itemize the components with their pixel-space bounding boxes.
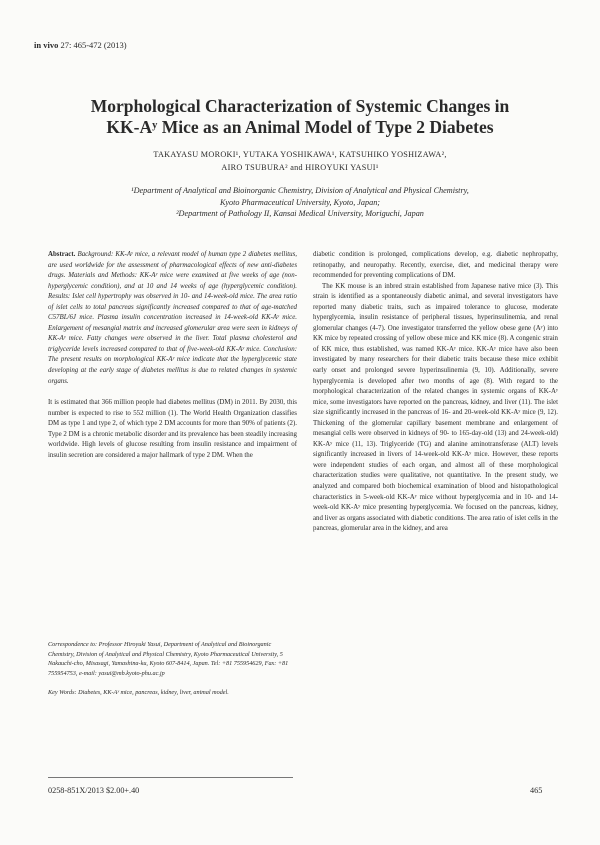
correspondence-block: [48, 640, 293, 698]
intro-paragraph: It is estimated that 366 million people had diabetes mellitus (DM) in 2011. By 2030, this number is expected to rise to 552 million (1). The World Health Organization classifies DM as type 1 and type 2, of which type 2 DM accounts for more than 90% of patients (2). Type 2 DM is a chronic metabolic disorder and its prevalence has been steadily increasing worldwide. High levels of glucose resulting from insulin resistance and impairment of insulin secretion are considered a major hallmark of type 2 DM. When the: [48, 399, 297, 459]
authors-line-1: TAKAYASU MOROKI¹, YUTAKA YOSHIKAWA¹, KATSUHIKO YOSHIZAWA²,: [153, 150, 447, 159]
page-number: 465: [530, 786, 543, 795]
abstract-lead: Abstract.: [48, 251, 76, 258]
affiliation-line-1: ¹Department of Analytical and Bioinorganic Chemistry, Division of Analytical and Physical Chemistry,: [131, 186, 469, 195]
right-paragraph-2: The KK mouse is an inbred strain established from Japanese native mice (3). This strain is identified as a spontaneously diabetic animal, and several investigators have reported many diabetic traits, such as impaired tolerance to glucose, moderate hyperglycemia, insulin resistance of peripheral tissues, hyperinsulinemia, and renal glomerular changes (4-7). One investigator transferred the yellow obese gene (Aʸ) into KK mice by repeated crossing of yellow obese mice and KK mice (8). A congenic strain of KK mice, thus established, was named KK-Aʸ mice. KK-Aʸ mice have also been investigated by many researchers for their diabetic traits because these mice exhibit early onset and prolonged severe hyperinsulinemia (9, 10). Additionally, severe hyperglycemia is developed after two months of age (8). With regard to the morphological characterization of the related changes in systemic organs of KK-Aʸ mice, some investigators have reported on the pancreas, kidney, and liver (11). The islet size significantly increased in the pancreas of 16- and 20-week-old KK-Aʸ mice (9, 12). Thickening of the glomerular capillary basement membrane and enlargement of mesangial cells were observed in kidneys of 90- to 165-day-old (13) and 24-week-old) KK-Aʸ mice (11, 13). Triglyceride (TG) and alanine aminotransferase (ALT) levels significantly increased in livers of 14-week-old KK-Aʸ mice. However, these reports were independent studies of each organ, and almost all of these morphological characterization studies were qualitative, not quantitative. In the present study, we analyzed and compared both biochemical examination of blood and histopathological characteristics in 5-week-old KK-Aʸ mice without hyperglycemia and in 10- and 14-week-old KK-Aʸ mice presenting hyperglycemia. We focused on the pancreas, kidney, and liver as organs associated with diabetic conditions. The area ratio of islet cells in the pancreas, glomerular area in the kidney, and area: [313, 282, 558, 533]
right-column: [313, 250, 558, 535]
abstract: [48, 250, 297, 387]
issn-line: 0258-851X/2013 $2.00+.40: [48, 786, 140, 795]
footer-rule: [48, 777, 293, 778]
article-title: [40, 96, 560, 138]
title-line-1: Morphological Characterization of Systemic Changes in: [90, 96, 510, 116]
journal-citation: 27: 465-472 (2013): [60, 40, 127, 50]
left-column: [48, 250, 297, 461]
affiliations: [70, 185, 530, 220]
authors-line-2: AIRO TSUBURA² and HIROYUKI YASUI¹: [221, 162, 379, 172]
author-list: [60, 149, 540, 174]
affiliation-line-3: ²Department of Pathology II, Kansai Medical University, Moriguchi, Japan: [176, 209, 424, 218]
journal-reference: [34, 40, 127, 50]
journal-name: in vivo: [34, 40, 59, 50]
title-line-2: KK-Aʸ Mice as an Animal Model of Type 2 Diabetes: [106, 117, 494, 137]
keywords: Key Words: Diabetes, KK-Aʸ mice, pancreas, kidney, liver, animal model.: [48, 689, 229, 696]
right-paragraph-1: diabetic condition is prolonged, complications develop, e.g. diabetic nephropathy, retinopathy, and neuropathy. Recently, exercise, diet, and medicinal therapy were recommended for preventing complications of DM.: [313, 251, 558, 280]
correspondence: Correspondence to: Professor Hiroyuki Yasui, Department of Analytical and Bioinorganic Chemistry, Division of Analytical and Physical Chemistry, Kyoto Pharmaceutical University, 5 Nakauchi-cho, Misasagi, Yamashina-ku, Kyoto 607-8414, Japan. Tel: +81 755954629, Fax: +81 755954753, e-mail: yasui@mb.kyoto-phu.ac.jp: [48, 641, 289, 677]
abstract-text: Background: KK-Aʸ mice, a relevant model of human type 2 diabetes mellitus, are used worldwide for the assessment of pharmacological effects of new anti-diabetes drugs. Materials and Methods: KK-Aʸ mice were examined at five weeks of age (non-hyperglycemic condition), and at 10 and 14 weeks of age (hyperglycemic condition). Results: Islet cell hypertrophy was observed in 10- and 14-week-old mice. The area ratio of islet cells to total pancreas significantly increased compared to that of age-matched C57BL/6J mice. Plasma insulin concentration increased in 14-week-old KK-Aʸ mice. Enlargement of mesangial matrix and increased glomerular area were seen in kidneys of KK-Aʸ mice. Fatty changes were observed in the liver. Total plasma cholesterol and triglyceride levels increased compared to that of five-week-old KK-Aʸ mice. Conclusion: The present results on morphological KK-Aʸ mice indicate that the hyperglycemic state developing at the early stage of diabetes mellitus is due to related changes in systemic organs.: [48, 251, 297, 385]
affiliation-line-2: Kyoto Pharmaceutical University, Kyoto, Japan;: [219, 197, 381, 207]
